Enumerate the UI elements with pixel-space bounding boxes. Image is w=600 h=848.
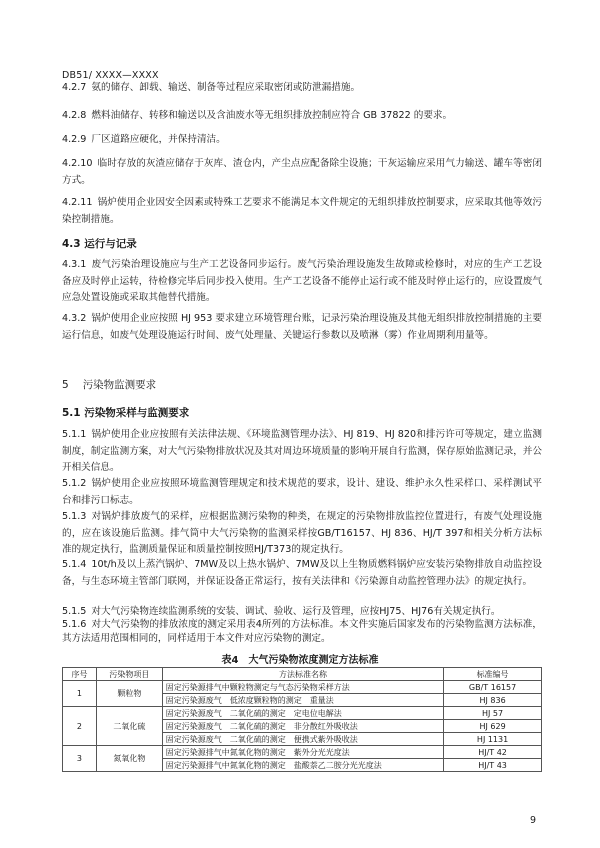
row-code: HJ 836 (444, 694, 542, 707)
clause-number: 4.3.1 (62, 259, 87, 270)
clause-number: 5.1.6 (62, 619, 87, 630)
row-code: GB/T 16157 (444, 681, 542, 694)
clause-4-3-2 (62, 311, 542, 344)
clause-5-1-1 (62, 427, 542, 477)
clause-number: 5.1.3 (62, 511, 87, 522)
header-code: 标准编号 (444, 668, 542, 681)
clause-4-2-7 (62, 80, 542, 97)
clause-5-1-4 (62, 557, 542, 590)
header-method: 方法标准名称 (162, 668, 443, 681)
row-code: HJ/T 43 (444, 759, 542, 772)
clause-4-2-9 (62, 132, 542, 149)
row-item: 二氧化硫 (96, 707, 162, 746)
row-method: 固定污染源废气 二氧化硫的测定 定电位电解法 (162, 707, 443, 720)
row-code: HJ 57 (444, 707, 542, 720)
clause-5-1-3 (62, 509, 542, 559)
header-item: 污染物项目 (96, 668, 162, 681)
row-method: 固定污染源排气中颗粒物测定与气态污染物采样方法 (162, 681, 443, 694)
clause-number: 4.2.11 (62, 197, 93, 208)
clause-number: 4.2.7 (62, 82, 87, 93)
row-item: 氮氧化物 (96, 746, 162, 772)
clause-text: 对大气污染物的排放浓度的测定采用表4所列的方法标准。本文件实施后国家发布的污染物监测方法标准，其方法适用范围相同的，同样适用于本文件对应污染物的测定。 (62, 619, 542, 644)
clause-text: 燃料油储存、转移和输送以及含油废水等无组织排放控制应符合 GB 37822 的要求。 (91, 110, 453, 121)
clause-number: 4.2.9 (62, 134, 87, 145)
row-code: HJ 629 (444, 720, 542, 733)
clause-text: 锅炉使用企业应按照 HJ 953 要求建立环境管理台账，记录污染治理设施及其他无组织排放控制措施的主要运行信息，如废气处理设施运行时间、废气处理量、关键运行参数以及喷淋（雾）作业周期利用量等。 (62, 313, 542, 341)
clause-number: 4.2.8 (62, 110, 87, 121)
row-no: 3 (63, 746, 97, 772)
clause-5-1-6 (62, 618, 542, 646)
clause-number: 5.1.4 (62, 559, 87, 570)
clause-text: 对大气污染物连续监测系统的安装、调试、验收、运行及管理，应按HJ75、HJ76有关规定执行。 (91, 606, 501, 617)
clause-4-2-8 (62, 108, 542, 125)
row-method: 固定污染源废气 二氧化硫的测定 便携式紫外吸收法 (162, 733, 443, 746)
row-method: 固定污染源废气 低浓度颗粒物的测定 重量法 (162, 694, 443, 707)
clause-text: 锅炉使用企业应按照有关法律法规、《环境监测管理办法》、HJ 819、HJ 820和排污许可等规定，建立监测制度，制定监测方案，对大气污染物排放状况及其对周边环境质量的影响开展自行监测，保存原始监测记录，并公开相关信息。 (62, 429, 542, 473)
row-method: 固定污染源废气 二氧化硫的测定 非分散红外吸收法 (162, 720, 443, 733)
clause-4-2-10 (62, 156, 542, 189)
row-code: HJ/T 42 (444, 746, 542, 759)
row-item: 颗粒物 (96, 681, 162, 707)
chapter-heading-5 (62, 377, 156, 392)
clause-text: 锅炉使用企业因安全因素或特殊工艺要求不能满足本文件规定的无组织排放控制要求，应采取其他等效污染控制措施。 (62, 197, 542, 225)
page-number: 9 (529, 815, 536, 826)
row-no: 2 (63, 707, 97, 746)
method-standards-table (62, 667, 542, 772)
section-heading-5-1: 5.1 污染物采样与监测要求 (62, 407, 190, 419)
table-caption: 表4 大气污染物浓度测定方法标准 (221, 655, 379, 666)
section-heading-4-3: 4.3 运行与记录 (62, 238, 137, 250)
row-no: 1 (63, 681, 97, 707)
clause-5-1-2 (62, 476, 542, 509)
clause-number: 5.1.2 (62, 478, 87, 489)
clause-4-2-11 (62, 195, 542, 228)
clause-text: 氨的储存、卸载、输送、制备等过程应采取密闭或防泄漏措施。 (91, 82, 361, 93)
row-code: HJ 1131 (444, 733, 542, 746)
table-row (63, 746, 542, 759)
chapter-number: 5 (62, 379, 69, 391)
clause-4-3-1 (62, 257, 542, 307)
clause-text: 对锅炉排放废气的采样，应根据监测污染物的种类，在规定的污染物排放监控位置进行，有废气处理设施的，应在该设施后监测。排气筒中大气污染物的监测采样按GB/T16157、HJ 836、HJ/T 397和相关分析方法标准的规定执行，监测质量保证和质量控制按照HJ/T373的规定执行。 (62, 511, 542, 555)
clause-text: 废气污染治理设施应与生产工艺设备同步运行。废气污染治理设施发生故障或检修时，对应的生产工艺设备应及时停止运转，待检修完毕后同步投入使用。生产工艺设备不能停止运行或不能及时停止运行的，应设置废气应急处置设施或采取其他替代措施。 (62, 259, 542, 303)
header-no: 序号 (63, 668, 97, 681)
clause-number: 4.2.10 (62, 158, 93, 169)
table-row (63, 707, 542, 720)
table-row (63, 681, 542, 694)
clause-number: 5.1.1 (62, 429, 87, 440)
clause-text: 10t/h及以上蒸汽锅炉、7MW及以上热水锅炉、7MW及以上生物质燃料锅炉应安装污染物排放自动监控设备，与生态环境主管部门联网，并保证设备正常运行，按有关法律和《污染源自动监控管理办法》的规定执行。 (62, 559, 542, 587)
row-method: 固定污染源排气中氮氧化物的测定 盐酸萘乙二胺分光光度法 (162, 759, 443, 772)
chapter-title: 污染物监测要求 (82, 379, 157, 391)
clause-text: 厂区道路应硬化，并保持清洁。 (91, 134, 226, 145)
clause-number: 5.1.5 (62, 606, 87, 617)
document-header-code: DB51/ XXXX—XXXX (62, 70, 159, 81)
clause-text: 临时存放的灰渣应储存于灰库、渣仓内，产尘点应配备除尘设施；干灰运输应采用气力输送、罐车等密闭方式。 (62, 158, 542, 186)
table-header-row (63, 668, 542, 681)
row-method: 固定污染源排气中氮氧化物的测定 紫外分光光度法 (162, 746, 443, 759)
clause-text: 锅炉使用企业应按照环境监测管理规定和技术规范的要求，设计、建设、维护永久性采样口、采样测试平台和排污口标志。 (62, 478, 542, 506)
clause-number: 4.3.2 (62, 313, 87, 324)
